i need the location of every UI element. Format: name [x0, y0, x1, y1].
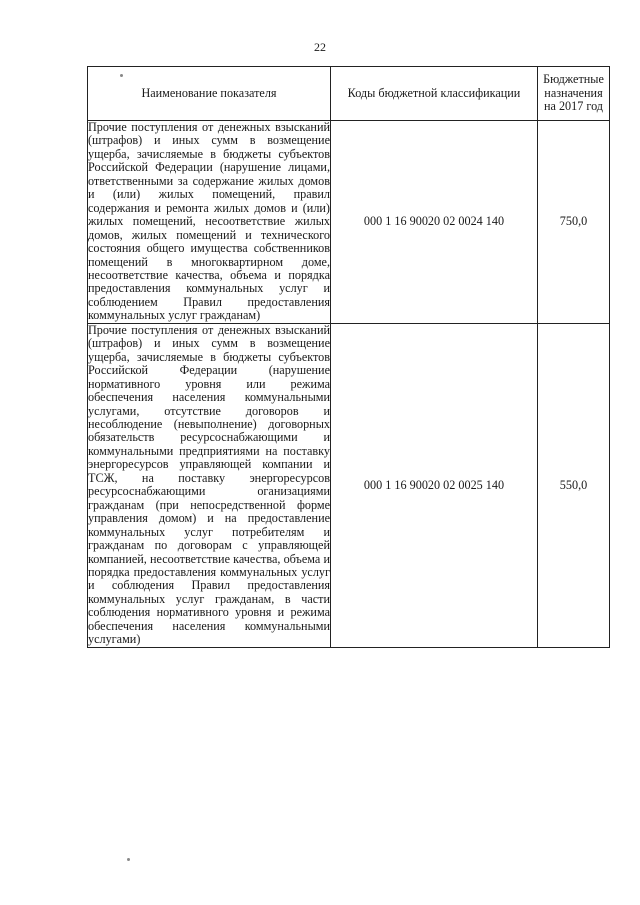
budget-table — [87, 66, 610, 648]
header-indicator-name: Наименование показателя — [88, 67, 331, 121]
row-budget-code: 000 1 16 90020 02 0025 140 — [331, 323, 538, 647]
scan-speck — [127, 858, 130, 861]
table-row — [88, 121, 610, 324]
row-description: Прочие поступления от денежных взысканий (штрафов) и иных сумм в возмещение ущерба, зачисляемые в бюджеты субъектов Российской Федерации (нарушение лицами, ответственными за содержание жилых домов и (или) жилых помещений, правил содержания и ремонта жилых домов и (или) жилых помещений, несоответствие жилых домов, жилых помещений и технического состояния общего имущества собственников помещений в многоквартирном доме, несоответствие качества, объема и порядка предоставления коммунальных услуг и соблюдением Правил предоставления коммунальных услуг гражданам) — [88, 120, 330, 323]
header-budget-codes: Коды бюджетной классификации — [331, 67, 538, 121]
row-amount: 750,0 — [538, 121, 610, 324]
row-budget-code: 000 1 16 90020 02 0024 140 — [331, 121, 538, 324]
table-header-row — [88, 67, 610, 121]
header-budget-assignments: Бюджетные назначения на 2017 год — [538, 67, 610, 121]
row-amount: 550,0 — [538, 323, 610, 647]
table-row — [88, 323, 610, 647]
page-number: 22 — [314, 40, 326, 54]
scan-speck — [120, 74, 123, 77]
row-description: Прочие поступления от денежных взысканий (штрафов) и иных сумм в возмещение ущерба, зачисляемые в бюджеты субъектов Российской Федерации (нарушение нормативного уровня или режима обеспечения населения коммунальными услугами, отсутствие договоров и несоблюдение (невыполнение) договорных обязательств ресурсоснабжающими и коммунальными предприятиями на поставку энергоресурсов управляющей компании и ТСЖ, на поставку энергоресурсов ресурсоснабжающими оганизациями гражданам (при непосредственной форме управления домом) и на предоставление коммунальных услуг потребителям и гражданам по договорам с управляющей компанией, несоответствие качества, объема и порядка предоставления коммунальных услуг и соблюдения Правил предоставления коммунальных услуг гражданам, в части соблюдения нормативного уровня и режима обеспечения населения коммунальными услугами) — [88, 322, 330, 647]
